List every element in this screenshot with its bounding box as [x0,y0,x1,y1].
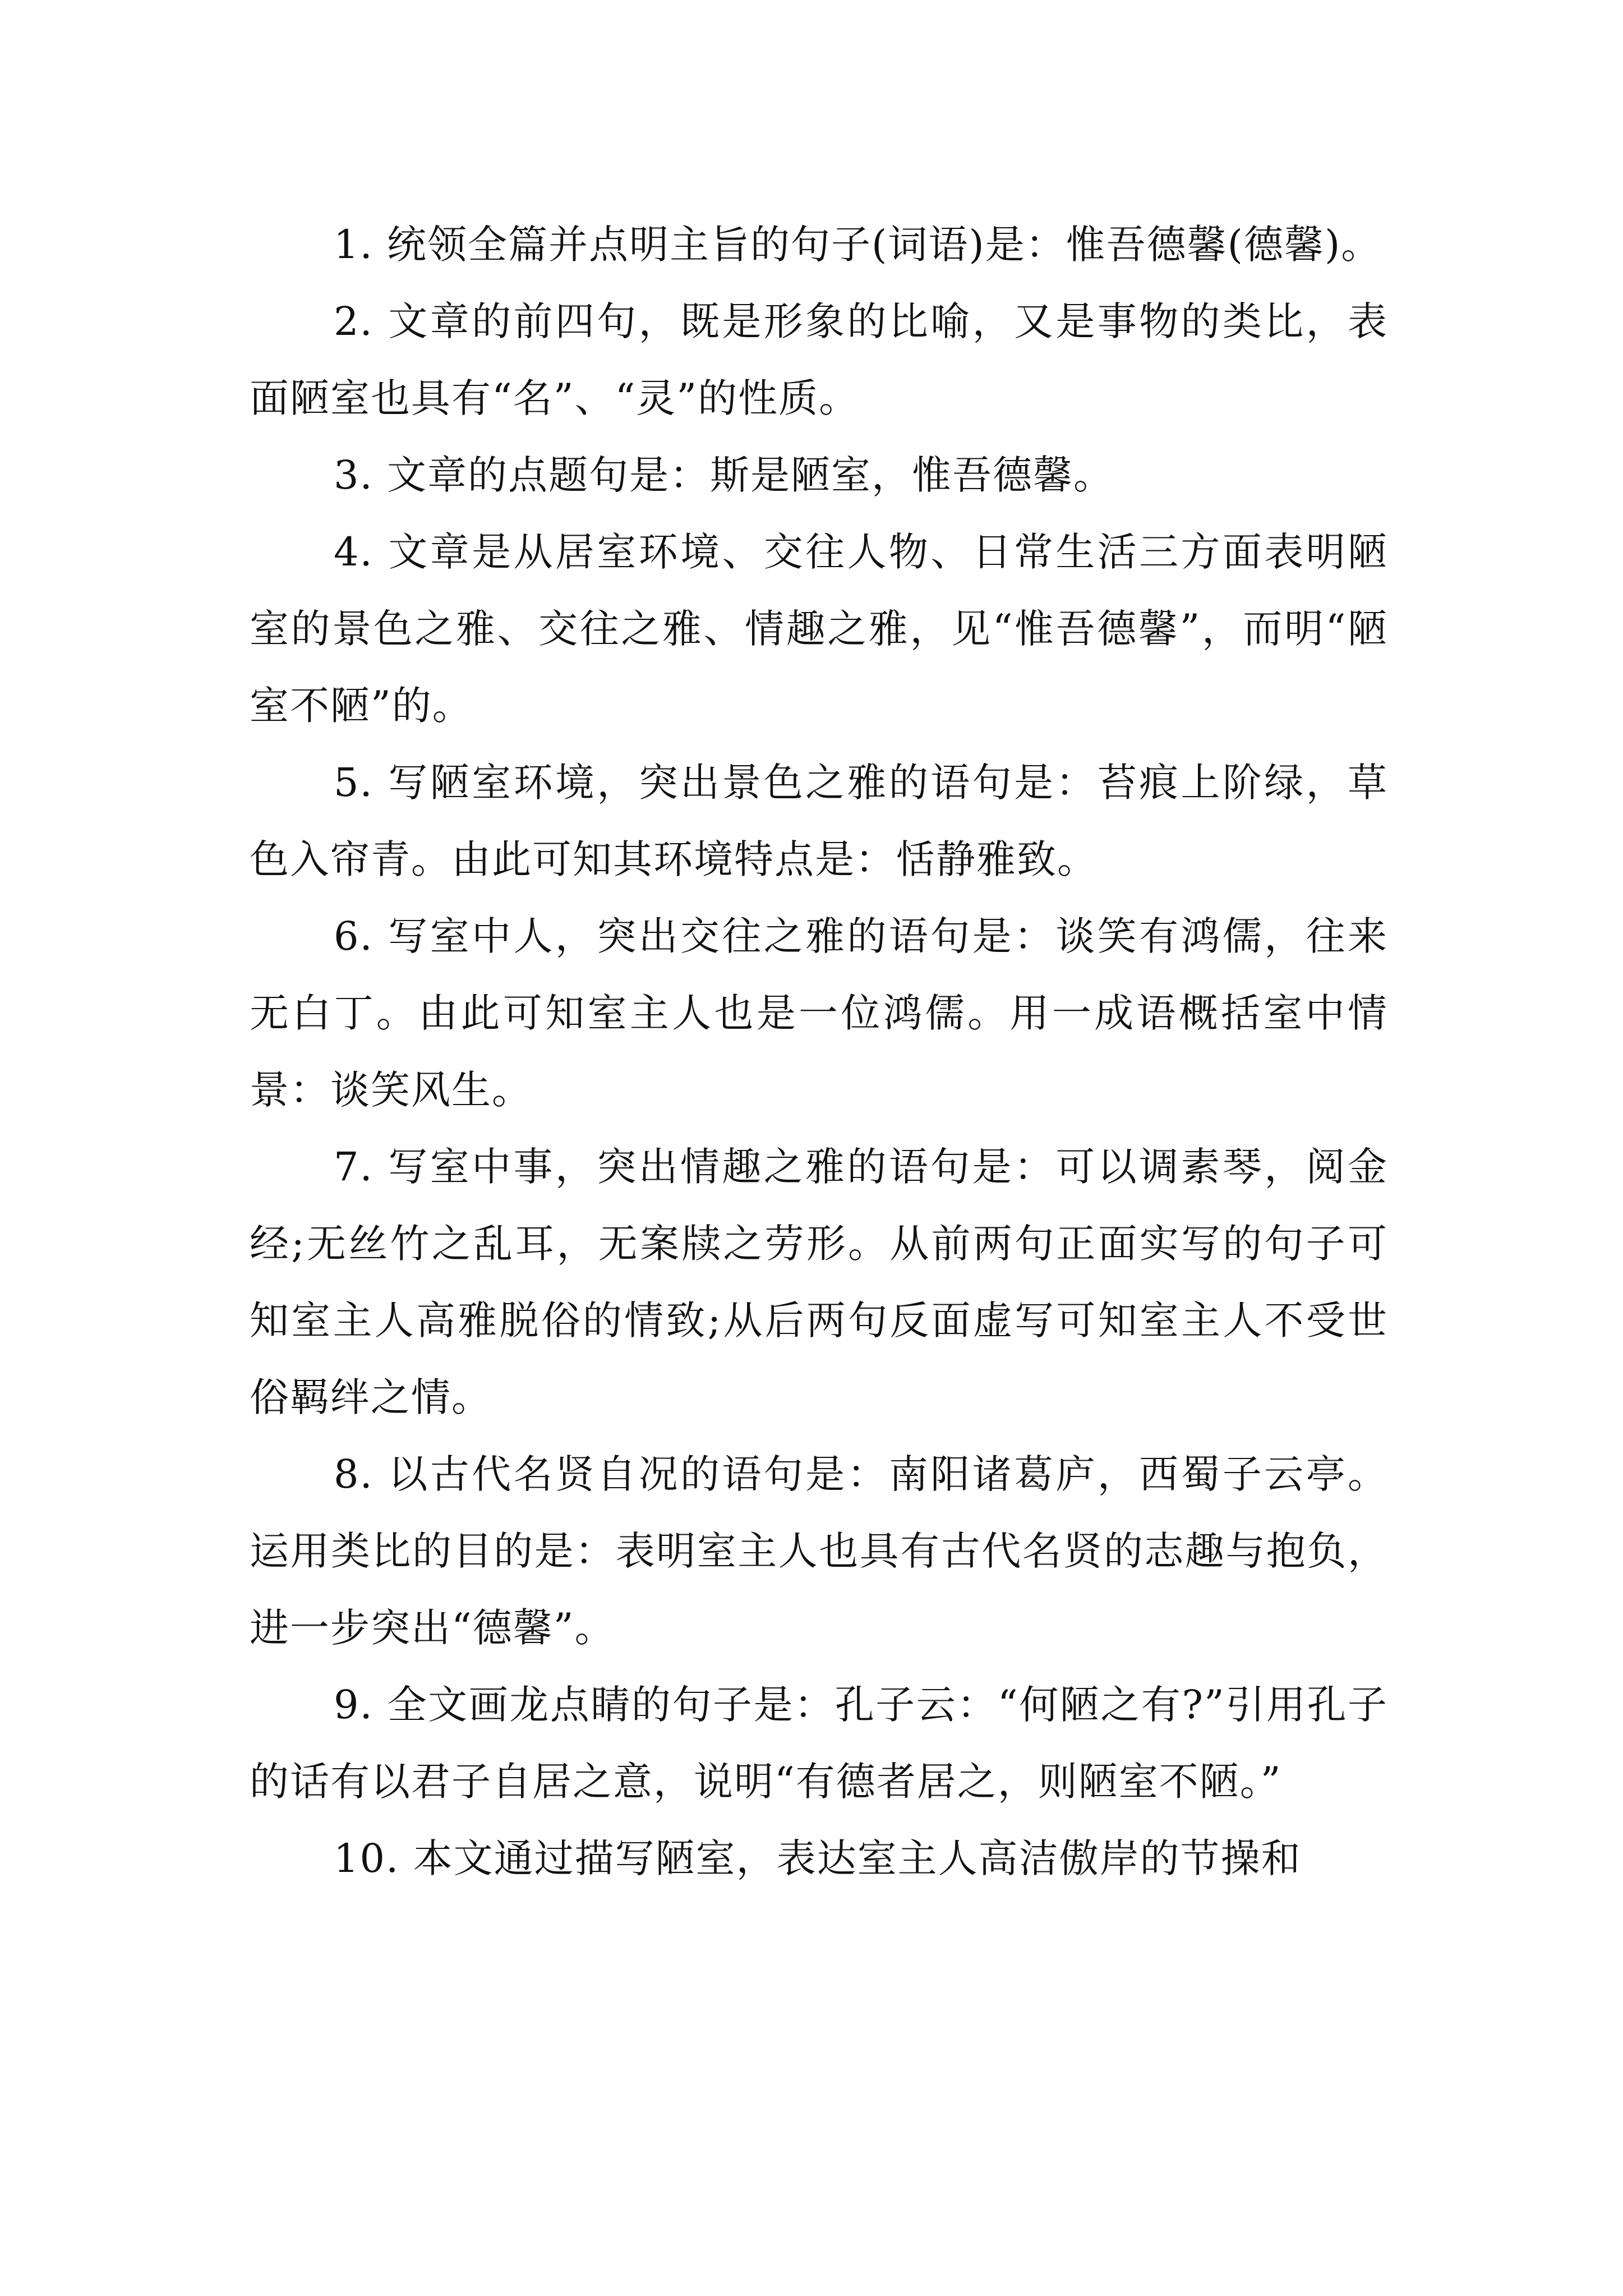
paragraph-3: 3. 文章的点题句是：斯是陋室，惟吾德馨。 [334,452,1114,498]
paragraph-6: 6. 写室中人，突出交往之雅的语句是：谈笑有鸿儒，往来无白丁。由此可知室主人也是一位鸿儒。用一成语概括室中情景：谈笑风生。 [250,913,1388,1113]
document-body [250,206,1388,1897]
paragraph-10: 10. 本文通过描写陋室，表达室主人高洁傲岸的节操和 [334,1835,1302,1881]
paragraph-9: 9. 全文画龙点睛的句子是：孔子云：“何陋之有?”引用孔子的话有以君子自居之意，说明“有德者居之，则陋室不陋。” [250,1682,1388,1805]
paragraph-2: 2. 文章的前四句，既是形象的比喻，又是事物的类比，表面陋室也具有“名”、“灵”的性质。 [250,298,1388,421]
paragraph-7: 7. 写室中事，突出情趣之雅的语句是：可以调素琴，阅金经;无丝竹之乱耳，无案牍之劳形。从前两句正面实写的句子可知室主人高雅脱俗的情致;从后两句反面虚写可知室主人不受世俗羁绊之情。 [250,1144,1388,1420]
paragraph-5: 5. 写陋室环境，突出景色之雅的语句是：苔痕上阶绿，草色入帘青。由此可知其环境特点是：恬静雅致。 [250,760,1388,882]
paragraph-1: 1. 统领全篇并点明主旨的句子(词语)是：惟吾德馨(德馨)。 [334,222,1382,268]
paragraph-8: 8. 以古代名贤自况的语句是：南阳诸葛庐，西蜀子云亭。运用类比的目的是：表明室主人也具有古代名贤的志趣与抱负，进一步突出“德馨”。 [250,1451,1388,1651]
paragraph-4: 4. 文章是从居室环境、交往人物、日常生活三方面表明陋室的景色之雅、交往之雅、情趣之雅，见“惟吾德馨”，而明“陋室不陋”的。 [250,529,1388,729]
